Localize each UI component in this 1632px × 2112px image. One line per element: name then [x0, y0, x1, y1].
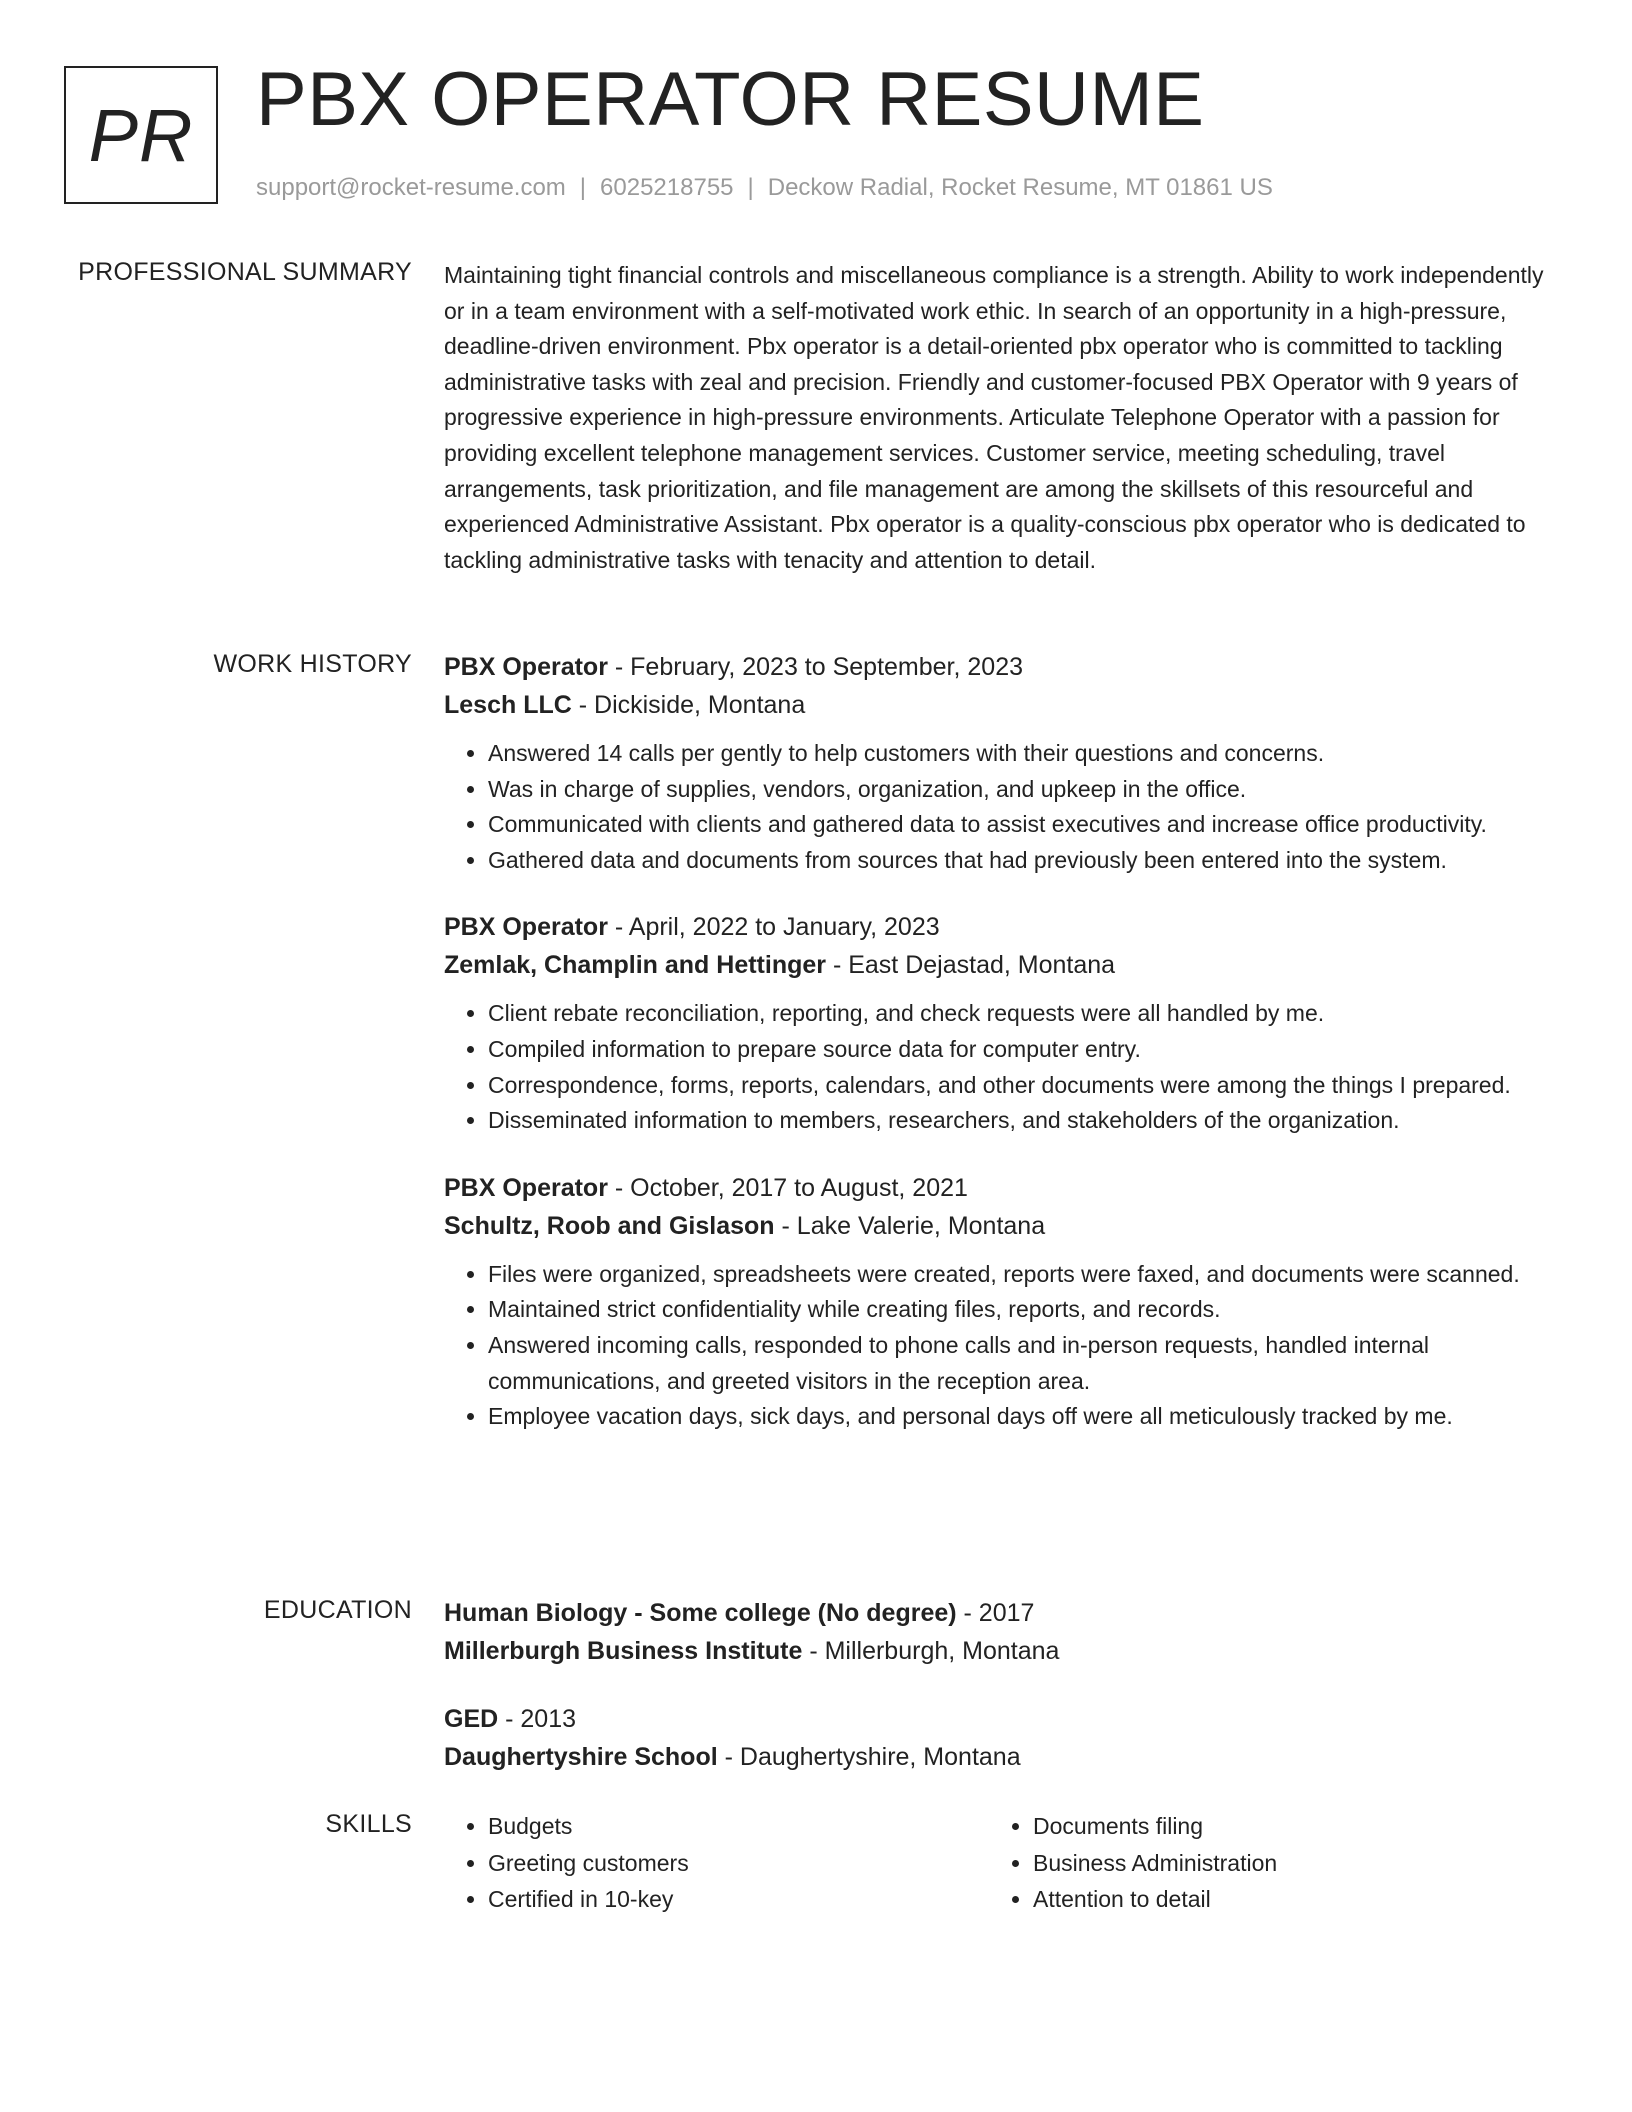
- job-duty: • Maintained strict confidentiality while creating files, reports, and records.: [488, 1292, 1554, 1328]
- job-company-line: [444, 946, 1554, 984]
- contact-phone: 6025218755: [600, 174, 734, 201]
- education-school-line: [444, 1632, 1554, 1670]
- skills-column-left: [444, 1808, 989, 1918]
- job-duty: • Answered incoming calls, responded to phone calls and in-person requests, handled internal communications, and greeted visitors in the reception area.: [488, 1328, 1554, 1399]
- education-school: Millerburgh Business Institute: [444, 1637, 803, 1665]
- job-company: Lesch LLC: [444, 691, 572, 719]
- education-school-line: [444, 1738, 1554, 1776]
- skill-item: • Budgets: [488, 1808, 989, 1845]
- job-location: - East Dejastad, Montana: [826, 951, 1116, 980]
- education-location: - Millerburgh, Montana: [802, 1637, 1060, 1665]
- job-duty: • Communicated with clients and gathered data to assist executives and increase office productivity.: [488, 807, 1554, 843]
- education-entry: [444, 1700, 1554, 1776]
- job-duty: • Client rebate reconciliation, reporting, and check requests were all handled by me.: [488, 996, 1554, 1032]
- skills-body: [444, 1808, 1554, 1918]
- section-label-education: EDUCATION: [263, 1596, 412, 1624]
- job-title: PBX Operator: [444, 1173, 608, 1202]
- summary-text: Maintaining tight financial controls and miscellaneous compliance is a strength. Ability to work independently or in a team environment with a self-motivated work ethic. In search of an opportunity in a high-pressure, deadline-driven environment. Pbx operator is a detail-oriented pbx operator who is committed to tackling administrative tasks with zeal and precision. Friendly and customer-focused PBX Operator with 9 years of progressive experience in high-pressure environments. Articulate Telephone Operator with a passion for providing excellent telephone management services. Customer service, meeting scheduling, travel arrangements, task prioritization, and file management are among the skillsets of this resourceful and experienced Administrative Assistant. Pbx operator is a quality-conscious pbx operator who is dedicated to tackling administrative tasks with tenacity and attention to detail.: [444, 262, 1544, 573]
- job-title-line: [444, 1169, 1554, 1207]
- skills-list: [444, 1808, 989, 1918]
- job-title: PBX Operator: [444, 913, 608, 942]
- skill-item: • Greeting customers: [488, 1845, 989, 1882]
- job-company: Zemlak, Champlin and Hettinger: [444, 951, 827, 980]
- job-location: - Dickiside, Montana: [571, 691, 806, 719]
- contact-address: Deckow Radial, Rocket Resume, MT 01861 US: [767, 174, 1273, 201]
- section-label-summary: PROFESSIONAL SUMMARY: [78, 258, 412, 286]
- job-entry: [444, 1169, 1554, 1435]
- education-year: - 2013: [498, 1705, 577, 1733]
- contact-separator: |: [747, 174, 754, 201]
- skills-grid: [444, 1808, 1554, 1918]
- job-entry: [444, 648, 1554, 878]
- job-entry: [444, 908, 1554, 1138]
- section-label-skills: SKILLS: [325, 1810, 412, 1838]
- section-label-work-history: WORK HISTORY: [213, 650, 412, 678]
- skills-list: [989, 1808, 1534, 1918]
- resume-title: PBX OPERATOR RESUME: [256, 57, 1205, 142]
- job-duty: • Correspondence, forms, reports, calendars, and other documents were among the things I prepared.: [488, 1068, 1554, 1104]
- education-entry: [444, 1594, 1554, 1670]
- job-duties: [444, 996, 1554, 1138]
- summary-body: [444, 258, 1554, 578]
- job-dates: - April, 2022 to January, 2023: [607, 913, 940, 942]
- skill-item: • Attention to detail: [1033, 1881, 1534, 1918]
- job-duties: [444, 1257, 1554, 1435]
- job-title: PBX Operator: [444, 653, 608, 681]
- job-duty: • Was in charge of supplies, vendors, organization, and upkeep in the office.: [488, 772, 1554, 808]
- job-duty: • Files were organized, spreadsheets were created, reports were faxed, and documents were scanned.: [488, 1257, 1554, 1293]
- education-location: - Daughertyshire, Montana: [717, 1743, 1021, 1771]
- skill-item: • Documents filing: [1033, 1808, 1534, 1845]
- education-degree: Human Biology - Some college (No degree): [444, 1599, 957, 1627]
- job-duty: • Compiled information to prepare source data for computer entry.: [488, 1032, 1554, 1068]
- job-duty: • Gathered data and documents from sources that had previously been entered into the system.: [488, 843, 1554, 879]
- education-body: [444, 1594, 1554, 1806]
- job-title-line: [444, 908, 1554, 946]
- job-duty: • Employee vacation days, sick days, and personal days off were all meticulously tracked by me.: [488, 1399, 1554, 1435]
- education-year: - 2017: [956, 1599, 1035, 1627]
- skills-column-right: [989, 1808, 1534, 1918]
- job-title-line: [444, 648, 1554, 686]
- skill-item: • Certified in 10-key: [488, 1881, 989, 1918]
- job-company-line: [444, 686, 1554, 724]
- contact-line: [256, 174, 1273, 202]
- monogram-logo: PR: [64, 66, 218, 204]
- education-degree: GED: [444, 1705, 499, 1733]
- education-degree-line: [444, 1700, 1554, 1738]
- job-dates: - February, 2023 to September, 2023: [607, 653, 1024, 681]
- contact-separator: |: [579, 174, 587, 201]
- work-history-body: [444, 648, 1554, 1465]
- job-location: - Lake Valerie, Montana: [774, 1211, 1046, 1240]
- education-school: Daughertyshire School: [444, 1743, 718, 1771]
- education-degree-line: [444, 1594, 1554, 1632]
- job-company-line: [444, 1207, 1554, 1245]
- job-dates: - October, 2017 to August, 2021: [607, 1173, 968, 1202]
- job-duty: • Disseminated information to members, researchers, and stakeholders of the organization.: [488, 1103, 1554, 1139]
- contact-email: support@rocket-resume.com: [256, 174, 566, 201]
- skill-item: • Business Administration: [1033, 1845, 1534, 1882]
- job-duty: • Answered 14 calls per gently to help customers with their questions and concerns.: [488, 736, 1554, 772]
- job-duties: [444, 736, 1554, 878]
- job-company: Schultz, Roob and Gislason: [444, 1211, 775, 1240]
